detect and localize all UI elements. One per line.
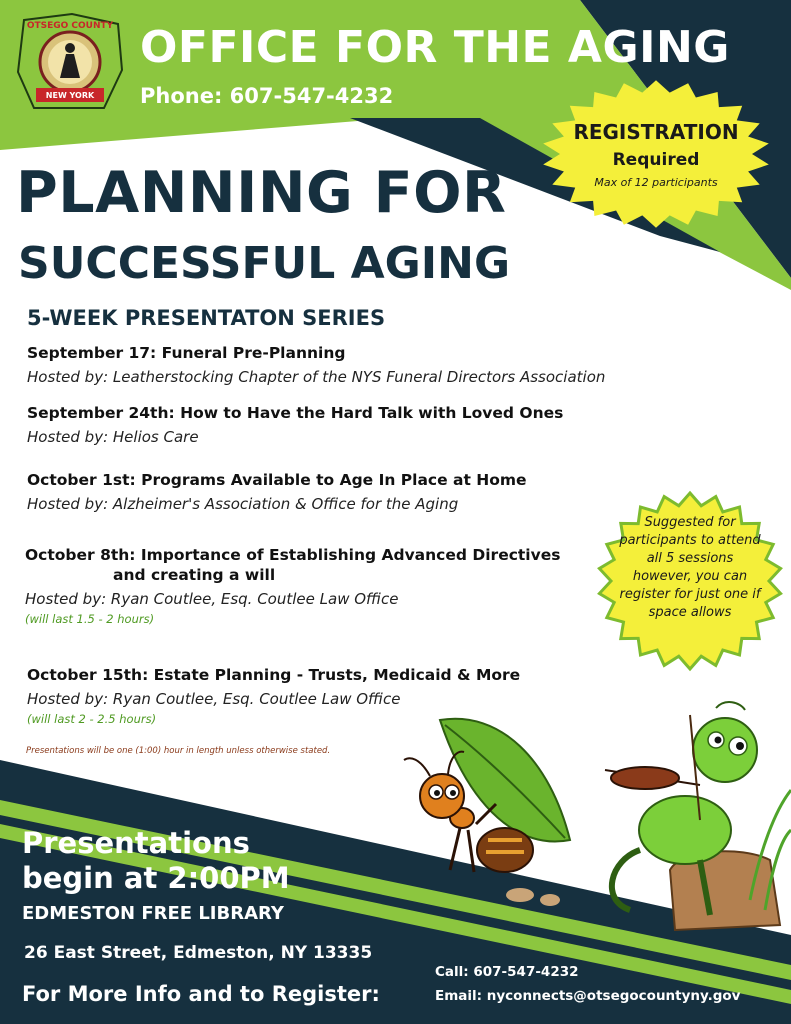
presentations-start <box>22 826 290 896</box>
session-title: September 24th: How to Have the Hard Talk with Loved Ones <box>27 404 564 422</box>
seal-arc-text: OTSEGO COUNTY <box>26 21 114 31</box>
session-2 <box>27 404 563 446</box>
session-3 <box>27 471 527 513</box>
session-host: Hosted by: Ryan Coutlee, Esq. Coutlee Law Office <box>27 690 401 708</box>
office-phone: Phone: 607-547-4232 <box>140 84 394 108</box>
venue-name: EDMESTON FREE LIBRARY <box>22 903 284 924</box>
session-1 <box>27 344 605 386</box>
seal-ribbon-text: NEW YORK <box>45 91 95 100</box>
venue-address: 26 East Street, Edmeston, NY 13335 <box>24 943 373 963</box>
otsego-county-seal-icon <box>14 12 126 112</box>
suggestion-line: all 5 sessions <box>646 551 734 566</box>
session-host: Hosted by: Leatherstocking Chapter of the NYS Funeral Directors Association <box>27 368 606 386</box>
suggestion-line: participants to attend <box>619 533 761 548</box>
session-title-cont: and creating a will <box>113 566 276 584</box>
contact-phone: Call: 607-547-4232 <box>435 964 579 980</box>
presentations-line2: begin at 2:00PM <box>22 861 290 895</box>
suggestion-line: space allows <box>648 605 732 620</box>
ant-grasshopper-illustration <box>400 700 791 940</box>
main-title-line2: SUCCESSFUL AGING <box>18 238 511 289</box>
session-title: October 15th: Estate Planning - Trusts, Medicaid & More <box>27 666 521 684</box>
registration-label: REGISTRATION <box>573 119 739 144</box>
suggestion-line: Suggested for <box>644 515 736 530</box>
contact-email: Email: nyconnects@otsegocountyny.gov <box>435 988 741 1004</box>
more-info-label: For More Info and to Register: <box>22 982 380 1006</box>
session-host: Hosted by: Helios Care <box>27 428 199 446</box>
series-label: 5-WEEK PRESENTATON SERIES <box>27 306 386 330</box>
session-title: October 1st: Programs Available to Age In Place at Home <box>27 471 527 489</box>
registration-badge <box>538 78 774 230</box>
registration-max: Max of 12 participants <box>594 175 718 189</box>
suggestion-line: however, you can <box>632 569 748 584</box>
session-4 <box>25 546 560 626</box>
registration-required: Required <box>612 149 700 170</box>
suggestion-line: register for just one if <box>619 587 761 602</box>
suggestion-badge <box>602 514 778 622</box>
presentations-line1: Presentations <box>22 826 250 860</box>
session-title: October 8th: Importance of Establishing Advanced Directives <box>25 546 561 564</box>
session-host: Hosted by: Ryan Coutlee, Esq. Coutlee Law Office <box>25 590 399 608</box>
session-title: September 17: Funeral Pre-Planning <box>27 344 346 362</box>
length-note: Presentations will be one (1:00) hour in length unless otherwise stated. <box>26 746 331 756</box>
main-title-line1: PLANNING FOR <box>16 160 507 226</box>
session-duration: (will last 2 - 2.5 hours) <box>27 712 157 726</box>
office-title: OFFICE FOR THE AGING <box>140 22 730 73</box>
session-host: Hosted by: Alzheimer's Association & Office for the Aging <box>27 495 459 513</box>
session-duration: (will last 1.5 - 2 hours) <box>25 612 155 626</box>
